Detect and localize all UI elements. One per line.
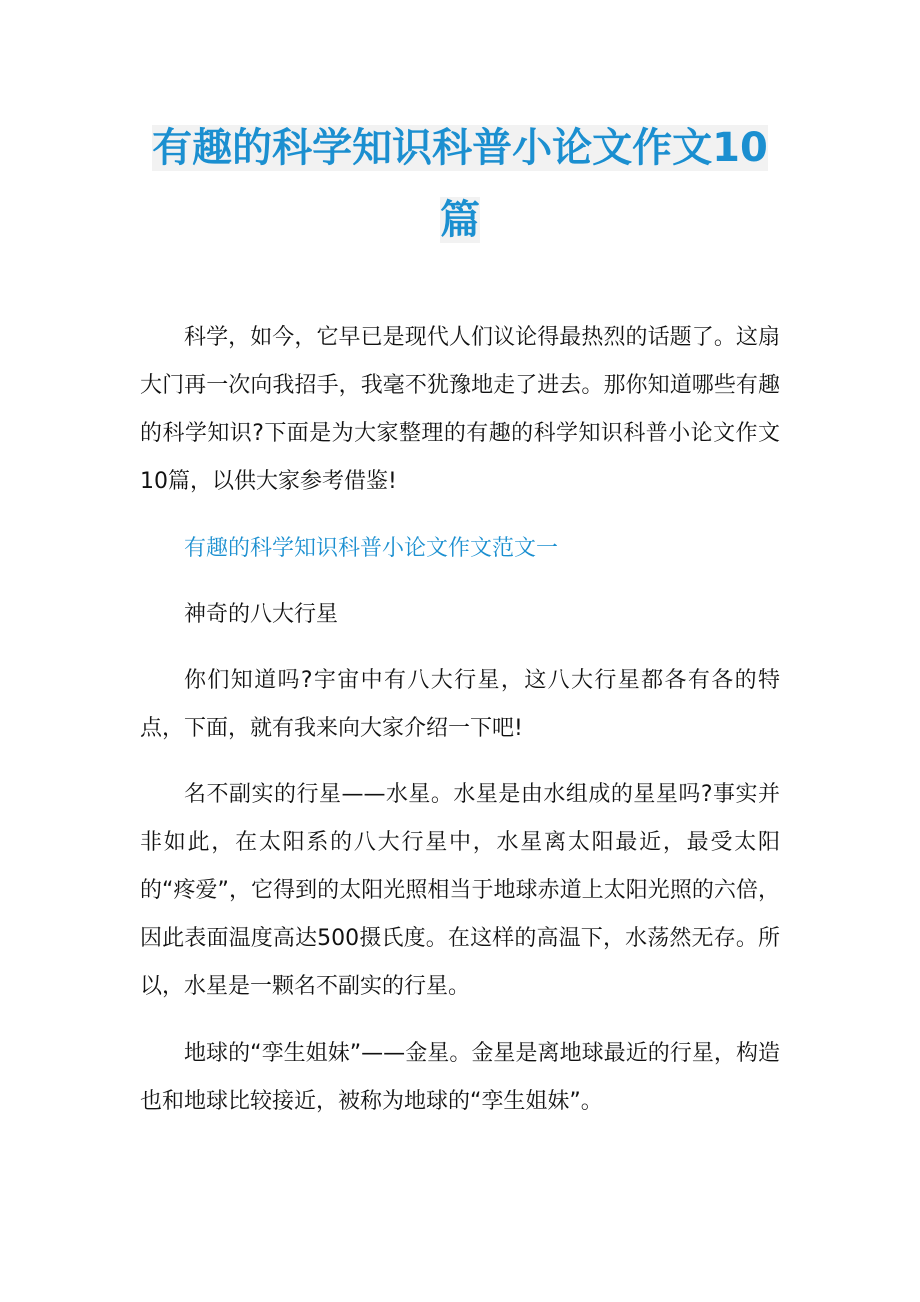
intro-paragraph: 科学，如今，它早已是现代人们议论得最热烈的话题了。这扇大门再一次向我招手，我毫不犹豫地走了进去。那你知道哪些有趣的科学知识?下面是为大家整理的有趣的科学知识科普小论文作文10篇，以供大家参考借鉴! xyxy=(140,325,780,494)
document-title-text-1: 有趣的科学知识科普小论文作文10 xyxy=(152,125,768,171)
body-paragraph-2: 名不副实的行星——水星。水星是由水组成的星星吗?事实并非如此，在太阳系的八大行星中，水星离太阳最近，最受太阳的“疼爱”，它得到的太阳光照相当于地球赤道上太阳光照的六倍，因此表面温度高达500摄氏度。在这样的高温下，水荡然无存。所以，水星是一颗名不副实的行星。 xyxy=(140,782,780,999)
essay-title: 神奇的八大行星 xyxy=(184,602,339,627)
section-heading: 有趣的科学知识科普小论文作文范文一 xyxy=(184,536,559,561)
document-title-line-1 xyxy=(140,124,780,172)
document-title-line-2 xyxy=(140,196,780,244)
document-title-text-2: 篇 xyxy=(440,197,480,243)
body-paragraph-3: 地球的“孪生姐妹”——金星。金星是离地球最近的行星，构造也和地球比较接近，被称为地球的“孪生姐妹”。 xyxy=(140,1041,780,1114)
body-paragraph-1: 你们知道吗?宇宙中有八大行星，这八大行星都各有各的特点，下面，就有我来向大家介绍一下吧! xyxy=(140,668,780,741)
